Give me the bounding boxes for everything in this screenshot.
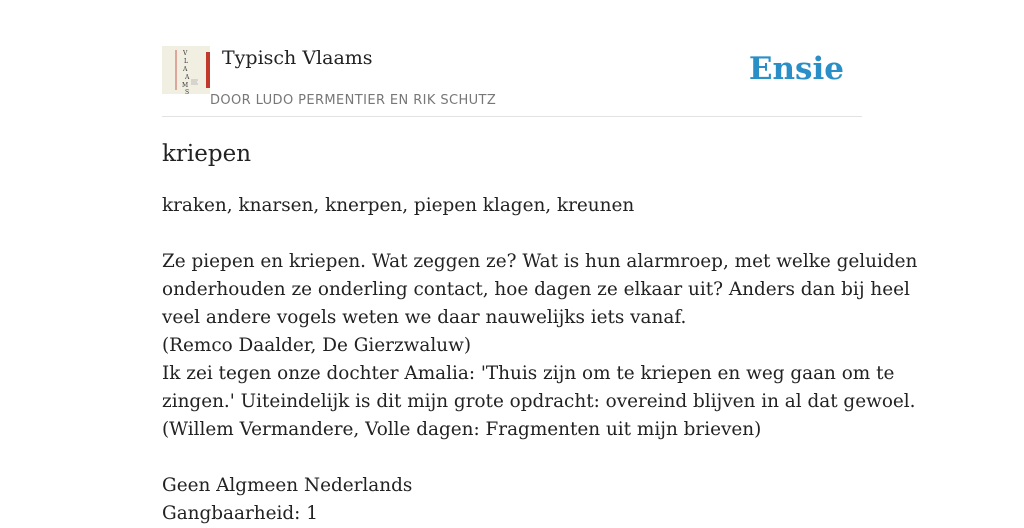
entry-content [162, 192, 918, 528]
book-authors: DOOR LUDO PERMENTIER EN RIK SCHUTZ [210, 93, 497, 108]
book-cover-icon [162, 46, 210, 94]
book-title-link[interactable]: Typisch Vlaams [222, 47, 373, 69]
quote-source: (Willem Vermandere, Volle dagen: Fragmenten uit mijn brieven) [162, 419, 762, 440]
svg-text:S: S [185, 89, 190, 96]
ensie-logo-link[interactable]: Ensie [748, 51, 844, 87]
entry-definition: kraken, knarsen, knerpen, piepen klagen, kreunen [162, 195, 635, 216]
quote-line: Ik zei tegen onze dochter Amalia: 'Thuis zijn om te kriepen en weg gaan om te [162, 363, 895, 384]
svg-text:A: A [185, 74, 190, 81]
header [162, 0, 862, 117]
svg-text:V: V [183, 50, 188, 57]
entry-frequency: Gangbaarheid: 1 [162, 503, 318, 524]
svg-text:L: L [184, 58, 188, 65]
spacer [162, 444, 862, 472]
quote-line: Ze piepen en kriepen. Wat zeggen ze? Wat is hun alarmroep, met welke geluiden [162, 251, 918, 272]
quote-line: veel andere vogels weten we daar nauwelijks iets vanaf. [162, 307, 687, 328]
page [162, 0, 918, 524]
quote-line: zingen.' Uiteindelijk is dit mijn grote opdracht: overeind blijven in al dat gewoel. [162, 391, 916, 412]
entry-headword: kriepen [162, 141, 252, 167]
svg-text:A: A [183, 66, 188, 73]
book-cover-thumbnail[interactable] [162, 46, 210, 94]
quote-source: (Remco Daalder, De Gierzwaluw) [162, 335, 471, 356]
spacer [162, 220, 862, 248]
entry-label: Geen Algmeen Nederlands [162, 475, 413, 496]
svg-text:M: M [182, 82, 189, 89]
quote-line: onderhouden ze onderling contact, hoe dagen ze elkaar uit? Anders dan bij heel [162, 279, 910, 300]
